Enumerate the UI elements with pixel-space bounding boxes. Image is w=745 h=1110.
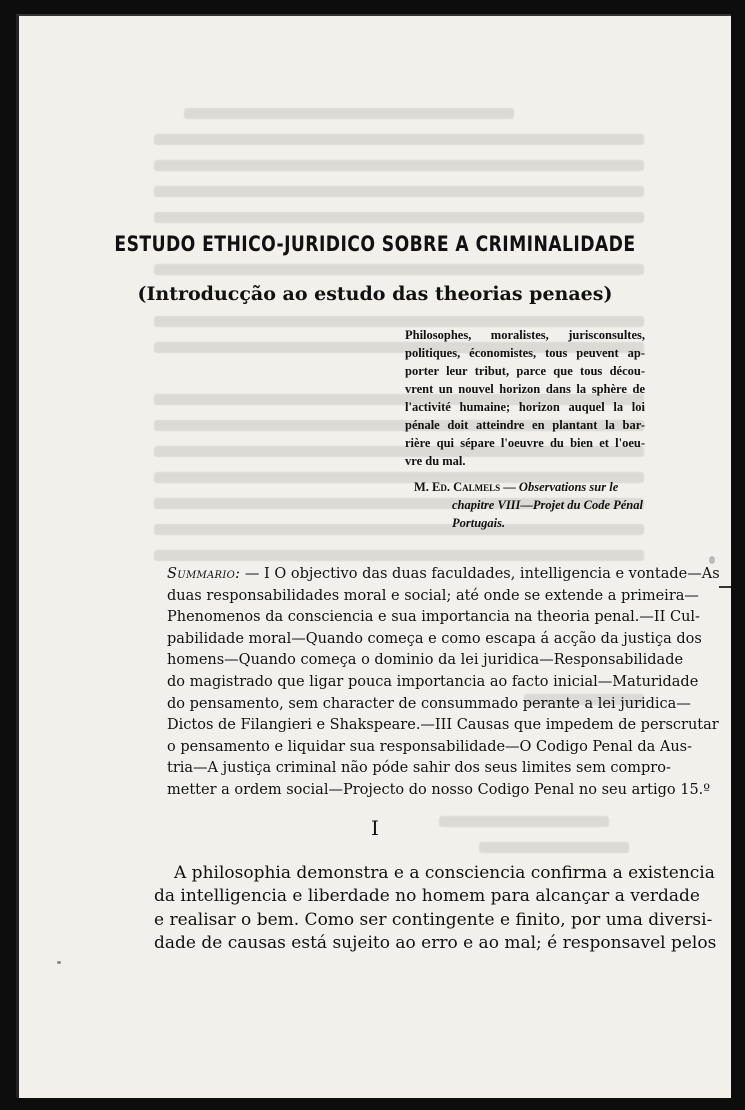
attribution-work: Portugais. (452, 516, 506, 530)
paper-speck (709, 556, 715, 564)
epigraph-line: vrent un nouvel horizon dans la sphère de (405, 382, 645, 396)
document-page (16, 14, 731, 1098)
page-edge-mark (719, 586, 731, 588)
epigraph-line: pénale doit atteindre en plantant la bar- (405, 418, 645, 432)
summary-line: do magistrado que ligar pouca importancia ao facto inicial—Maturidade (167, 673, 699, 690)
summary-label: Summario: (167, 566, 241, 582)
attribution-line (414, 478, 644, 496)
body-paragraph (154, 862, 717, 956)
body-line: A philosophia demonstra e a consciencia confirma a existencia (174, 863, 715, 883)
paper-speck (57, 961, 61, 964)
summary-line: Dictos de Filangieri e Shakspeare.—III Causas que impedem de perscrutar (167, 717, 719, 734)
attribution-dash: — (500, 480, 519, 494)
summary-line: tria—A justiça criminal não póde sahir dos seus limites sem compro- (167, 760, 671, 777)
summary-line: do pensamento, sem character de consummado perante a lei juridica— (167, 695, 691, 712)
summary-line: Phenomenos da consciencia e sua importancia na theoria penal.—II Cul- (167, 609, 700, 626)
epigraph-line: politiques, économistes, tous peuvent ap- (405, 346, 645, 360)
summary-paragraph (167, 564, 720, 802)
body-line: da intelligencia e liberdade no homem para alcançar a verdade (154, 886, 700, 907)
attribution-author: M. Ed. Calmels (414, 480, 501, 494)
epigraph-line: rière qui sépare l'oeuvre du bien et l'oeu- (405, 436, 645, 450)
body-line: dade de causas está sujeito ao erro e ao mal; é responsavel pelos (154, 933, 717, 954)
body-line: e realisar o bem. Como ser contingente e finito, por uma diversi- (154, 909, 713, 930)
epigraph-attribution (414, 478, 644, 532)
epigraph-line: Philosophes, moralistes, jurisconsultes, (405, 328, 645, 342)
summary-text: — I O objectivo das duas faculdades, intelligencia e vontade—As (240, 566, 720, 582)
attribution-work: chapitre VIII—Projet du Code Pénal (452, 498, 643, 512)
summary-line: pabilidade moral—Quando começa e como escapa á acção da justiça dos (167, 630, 702, 647)
epigraph (405, 326, 645, 470)
epigraph-line: porter leur tribut, parce que tous décou- (405, 364, 645, 378)
article-subtitle: (Introducção ao estudo das theorias penaes) (137, 283, 613, 305)
summary-line: o pensamento e liquidar sua responsabilidade—O Codigo Penal da Aus- (167, 738, 693, 755)
article-title: ESTUDO ETHICO-JURIDICO SOBRE A CRIMINALIDADE (114, 232, 636, 256)
summary-line: homens—Quando começa o dominio da lei juridica—Responsabilidade (167, 652, 684, 669)
attribution-work: Observations sur le (518, 480, 619, 494)
summary-line: duas responsabilidades moral e social; até onde se extende a primeira— (167, 587, 699, 604)
attribution-line (414, 496, 644, 514)
summary-line: metter a ordem social—Projecto do nosso Codigo Penal no seu artigo 15.º (167, 781, 711, 798)
attribution-line (414, 514, 644, 532)
epigraph-line: l'activité humaine; horizon auquel la loi (405, 400, 645, 414)
section-number: I (371, 816, 379, 840)
epigraph-line: vre du mal. (405, 454, 466, 468)
summary-line (167, 564, 720, 586)
